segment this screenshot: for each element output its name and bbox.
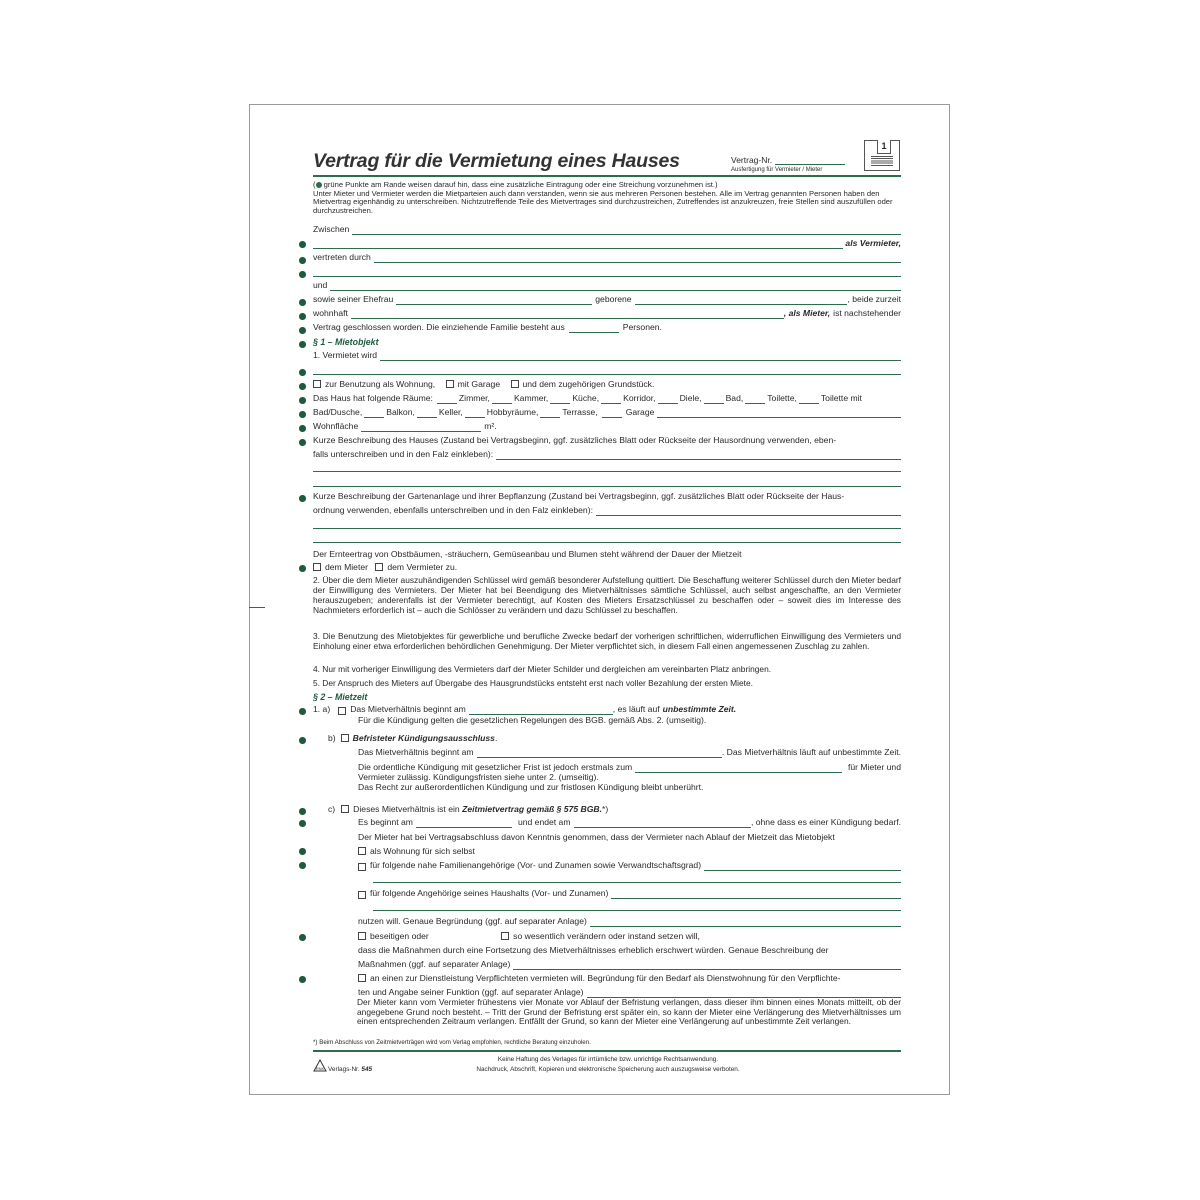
ernteertrag-text: Der Ernteertrag von Obstbäumen, -sträuchern, Gemüseanbau und Blumen steht während der Dauer der Mietzeit: [313, 549, 742, 559]
haus-beschreibung-label: Kurze Beschreibung des Hauses (Zustand bei Vertragsbeginn, ggf. zusätzliches Blatt oder Rückseite der Hausordnung verwenden, eben-: [313, 435, 837, 445]
raeume-row: Das Haus hat folgende Räume: Zimmer, Kammer, Küche, Korridor, Diele, Bad, Toilette, Toilette mit: [313, 393, 862, 403]
wohnhaft-field[interactable]: [351, 310, 784, 319]
margin-dot: [299, 397, 306, 404]
c-ende-field[interactable]: [574, 819, 751, 828]
b-kuendigung-row: Die ordentliche Kündigung mit gesetzlicher Frist ist jedoch erstmals zum für Mieter und: [358, 762, 901, 772]
ernteertrag-options: dem Mieter dem Vermieter zu.: [313, 561, 901, 573]
vermietet-field-2[interactable]: [313, 366, 901, 375]
footer-rule: [313, 1050, 901, 1052]
vertreten-row-2: [313, 265, 901, 277]
margin-dot: [299, 934, 306, 941]
vermieter-name-field-2[interactable]: [313, 240, 843, 249]
c-vier-monate: Der Mieter kann vom Vermieter frühestens vier Monate vor Ablauf der Befristung verlangen, dass dieser ihm binnen eines Monats mitteilt, ob der angegebene Grund noch besteht. – Tritt der Grund der Befristung erst später ein, so kann der Mieter eine Verlängerung des Mietverhältnisses um einen entsprechenden Zeitraum verlangen. Entfällt der Grund, so kann der Mieter eine Verlängerung auf unbestimmte Zeit verlangen.: [357, 997, 901, 1027]
option-b-checkbox[interactable]: [341, 734, 349, 742]
verlag-nr: Verlags-Nr. 545: [328, 1066, 373, 1073]
margin-dot: [299, 299, 306, 306]
margin-dot: [299, 425, 306, 432]
badge-stripes: [871, 156, 893, 166]
vertreten-field-2[interactable]: [313, 268, 901, 277]
vermietet-field[interactable]: [380, 352, 901, 361]
haushalt-checkbox[interactable]: [358, 891, 366, 899]
margin-dot: [299, 848, 306, 855]
c-familie-row: für folgende nahe Familienangehörige (Vor- und Zunamen sowie Verwandtschaftsgrad): [358, 859, 901, 871]
vertrag-nr: [731, 155, 845, 165]
margin-dot: [299, 313, 306, 320]
dem-vermieter-checkbox[interactable]: [375, 563, 383, 571]
intro-text: ( grüne Punkte am Rande weisen darauf hin, dass eine zusätzliche Eintragung oder eine Streichung vorzunehmen ist.) Unter Mieter und Vermieter werden die Mietparteien auch dann verstanden, wenn sie aus mehreren Personen bestehen. Alle im Vertrag genannten Personen haben den Mietvertrag eigenhändig zu unterschreiben. Nichtzutreffende Teile des Mietvertrages sind durchzustreichen, Zutreffendes ist anzukreuzen, freie Stellen sind auszufüllen oder durchzustreichen.: [313, 180, 893, 215]
familie-field[interactable]: [704, 862, 901, 871]
nachdruck-text: Nachdruck, Abschrift, Kopieren und elektronische Speicherung auch auszugsweise verboten.: [476, 1066, 740, 1073]
contract-form-sheet: [249, 104, 950, 1095]
margin-dot: [299, 257, 306, 264]
vertreten-row: vertreten durch: [313, 251, 901, 263]
geborene-field[interactable]: [635, 296, 848, 305]
margin-dot: [299, 708, 306, 715]
margin-dot: [299, 241, 306, 248]
title-rule: [313, 175, 901, 177]
haushalt-line[interactable]: [373, 910, 901, 911]
grundstueck-checkbox[interactable]: [511, 380, 519, 388]
haus-beschreibung-line[interactable]: [313, 471, 901, 472]
c-dienst-row-2: ten und Angabe seiner Funktion (ggf. auf separater Anlage): [358, 986, 901, 998]
vermieter-row: als Vermieter,: [313, 237, 901, 249]
wohnhaft-row: wohnhaft , als Mieter, ist nachstehender: [313, 308, 901, 318]
b-vermieter: Vermieter zulässig. Kündigungsfristen siehe unter 2. (umseitig).: [358, 772, 599, 782]
vermietet-row: 1. Vermietet wird: [313, 349, 901, 361]
c-dates-row: Es beginnt am und endet am , ohne dass es einer Kündigung bedarf.: [358, 817, 901, 827]
option-c-checkbox[interactable]: [341, 805, 349, 813]
b-beginn-row: Das Mietverhältnis beginnt am . Das Mietverhältnis läuft auf unbestimmte Zeit.: [358, 747, 901, 757]
c-massnahmen: dass die Maßnahmen durch eine Fortsetzung des Mietverhältnisses erheblich erschwert würden. Genaue Beschreibung der: [358, 945, 829, 955]
familie-checkbox[interactable]: [358, 863, 366, 871]
c-selbst-row: als Wohnung für sich selbst: [358, 845, 946, 857]
selbst-checkbox[interactable]: [358, 847, 366, 855]
copy-number-badge: [864, 140, 900, 171]
option-b-row: b) Befristeter Kündigungsausschluss.: [328, 733, 498, 743]
wohnung-checkbox[interactable]: [313, 380, 321, 388]
ausfertigung-label: Ausfertigung für Vermieter / Mieter: [731, 167, 823, 173]
mieter-name-field[interactable]: [330, 282, 901, 291]
c-kenntnis: Der Mieter hat bei Vertragsabschluss davon Kenntnis genommen, dass der Vermieter nach Ablauf der Mietzeit das Mietobjekt: [358, 832, 835, 842]
begruendung-field[interactable]: [590, 918, 901, 927]
section-2-heading: § 2 – Mietzeit: [313, 692, 368, 702]
a-kuendigung: Für die Kündigung gelten die gesetzlichen Regelungen des BGB. gemäß Abs. 2. (umseitig).: [358, 715, 707, 725]
beseitigen-checkbox[interactable]: [358, 932, 366, 940]
vermietet-row-2: [313, 363, 901, 375]
garten-line[interactable]: [313, 528, 901, 529]
haus-beschreibung-row: falls unterschreiben und in den Falz einkleben):: [313, 448, 901, 460]
fold-mark: [249, 607, 265, 608]
zwischen-row: Zwischen: [313, 223, 901, 235]
copy-number: 1: [877, 140, 891, 154]
b-beginn-field[interactable]: [477, 749, 722, 758]
logo-text: RNK: [315, 1066, 325, 1071]
option-c-row: c) Dieses Mietverhältnis ist ein Zeitmietvertrag gemäß § 575 BGB.*): [328, 804, 609, 814]
form-title: Vertrag für die Vermietung eines Hauses: [313, 150, 680, 172]
veraendern-checkbox[interactable]: [501, 932, 509, 940]
option-a-row: 1. a) Das Mietverhältnis beginnt am , es läuft auf unbestimmte Zeit.: [313, 704, 737, 714]
margin-dot: [299, 565, 306, 572]
raeume-row-2: Bad/Dusche, Balkon, Keller, Hobbyräume, Terrasse, Garage: [313, 406, 901, 418]
haushalt-field[interactable]: [611, 890, 901, 899]
intro-instructions: Unter Mieter und Vermieter werden die Mietparteien auch dann verstanden, wenn sie aus mehreren Personen bestehen. Alle im Vertrag genannten Personen haben den Mietvertrag eigenhändig zu unterschreiben. Nichtzutreffende Teile des Mietvertrages sind durchzustreichen, Zutreffendes ist anzukreuzen, freie Stellen sind auszufüllen oder durchzustreichen.: [313, 188, 893, 215]
vermieter-name-field[interactable]: [352, 226, 901, 235]
haus-beschreibung-field[interactable]: [496, 451, 901, 460]
margin-dot: [299, 369, 306, 376]
option-a-checkbox[interactable]: [338, 707, 346, 715]
ehefrau-row: sowie seiner Ehefrau geborene , beide zurzeit: [313, 294, 901, 304]
paragraph-2: 2. Über die dem Mieter auszuhändigenden Schlüssel wird gemäß besonderer Aufstellung quittiert. Die Beschaffung weiterer Schlüssel durch den Mieter bedarf der Einwilligung des Vermieters. Der Mieter hat bei Beendigung des Mietverhältnisses sämtliche Schlüssel, auch selbst angeschaffte, an den Vermieter herauszugeben; anderenfalls ist der Vermieter berechtigt, auf Kosten des Mieters Ersatzschlüssel zu beschaffen oder – soweit dies im Interesse des Nachmieters erforderlich ist – auch die Schlösser zu verändern und dazu Schlüssel zu beschaffen.: [313, 575, 901, 615]
garage-checkbox[interactable]: [446, 380, 454, 388]
garten-label: Kurze Beschreibung der Gartenanlage und ihrer Bepflanzung (Zustand bei Vertragsbeginn, ggf. zusätzliches Blatt oder Rückseite der Haus-: [313, 491, 845, 501]
nutzung-row: zur Benutzung als Wohnung, mit Garage und dem zugehörigen Grundstück.: [313, 378, 901, 390]
haus-beschreibung-line[interactable]: [313, 486, 901, 487]
c-beseitigen-row: beseitigen oder so wesentlich verändern oder instand setzen will,: [358, 930, 946, 942]
margin-dot: [299, 820, 306, 827]
ehefrau-field[interactable]: [396, 296, 592, 305]
b-recht: Das Recht zur außerordentlichen Kündigung und zur fristlosen Kündigung bleibt unberührt.: [358, 782, 704, 792]
margin-dot: [299, 383, 306, 390]
wohnflaeche-field[interactable]: [361, 423, 481, 432]
paragraph-5: 5. Der Anspruch des Mieters auf Übergabe des Hausgrundstücks entsteht erst nach voller Bezahlung der ersten Miete.: [313, 678, 753, 688]
margin-dot: [299, 439, 306, 446]
dem-mieter-checkbox[interactable]: [313, 563, 321, 571]
c-massnahmen-row: Maßnahmen (ggf. auf separater Anlage): [358, 958, 901, 970]
vertrag-nr-label: Vertrag-Nr.: [731, 155, 773, 165]
garten-row: ordnung verwenden, ebenfalls unterschreiben und in den Falz einkleben):: [313, 504, 901, 516]
familie-line[interactable]: [373, 882, 901, 883]
c-haushalt-row: für folgende Angehörige seines Haushalts (Vor- und Zunamen): [358, 887, 901, 899]
margin-dot: [299, 495, 306, 502]
section-1-heading: § 1 – Mietobjekt: [313, 337, 379, 347]
margin-dot: [299, 271, 306, 278]
vertrag-nr-field[interactable]: [775, 155, 845, 165]
intro-note: grüne Punkte am Rande weisen darauf hin, dass eine zusätzliche Eintragung oder eine Streichung vorzunehmen ist.): [321, 180, 718, 189]
dienst-checkbox[interactable]: [358, 974, 366, 982]
paragraph-3: 3. Die Benutzung des Mietobjektes für gewerbliche und berufliche Zwecke bedarf der vorherigen schriftlichen, widerruflichen Einwilligung des Vermieters und Einholung einer etwa erforderlichen behördlichen Genehmigung. Der Mieter verpflichtet sich, in diesem Fall einen angemessenen Zuschlag zu zahlen.: [313, 631, 901, 651]
familie-row: Vertrag geschlossen worden. Die einziehende Familie besteht aus Personen.: [313, 322, 662, 332]
vertreten-field[interactable]: [374, 254, 901, 263]
haftung-text: Keine Haftung des Verlages für irrtümliche bzw. unrichtige Rechtsanwendung.: [497, 1056, 719, 1063]
c-nutzen-row: nutzen will. Genaue Begründung (ggf. auf separater Anlage): [358, 915, 901, 927]
paragraph-4: 4. Nur mit vorheriger Einwilligung des Vermieters darf der Mieter Schilder und dergleichen am vereinbarten Platz anbringen.: [313, 664, 772, 674]
massnahmen-field[interactable]: [513, 961, 901, 970]
footnote: *) Beim Abschluss von Zeitmietverträgen wird vom Verlag empfohlen, rechtliche Beratung einzuholen.: [313, 1039, 591, 1046]
margin-dot: [299, 737, 306, 744]
margin-dot: [299, 327, 306, 334]
garten-line[interactable]: [313, 542, 901, 543]
personen-field[interactable]: [569, 324, 619, 333]
und-row: und: [313, 279, 901, 291]
margin-dot: [299, 862, 306, 869]
margin-dot: [299, 808, 306, 815]
margin-dot: [299, 976, 306, 983]
garten-field[interactable]: [596, 507, 901, 516]
margin-dot: [299, 341, 306, 348]
wohnflaeche-row: Wohnfläche m².: [313, 421, 497, 431]
margin-dot: [299, 411, 306, 418]
c-dienst-row: an einen zur Dienstleistung Verpflichteten vermieten will. Begründung für den Bedarf als Dienstwohnung für den Verpflichte-: [358, 972, 901, 984]
c-beginn-field[interactable]: [416, 819, 512, 828]
